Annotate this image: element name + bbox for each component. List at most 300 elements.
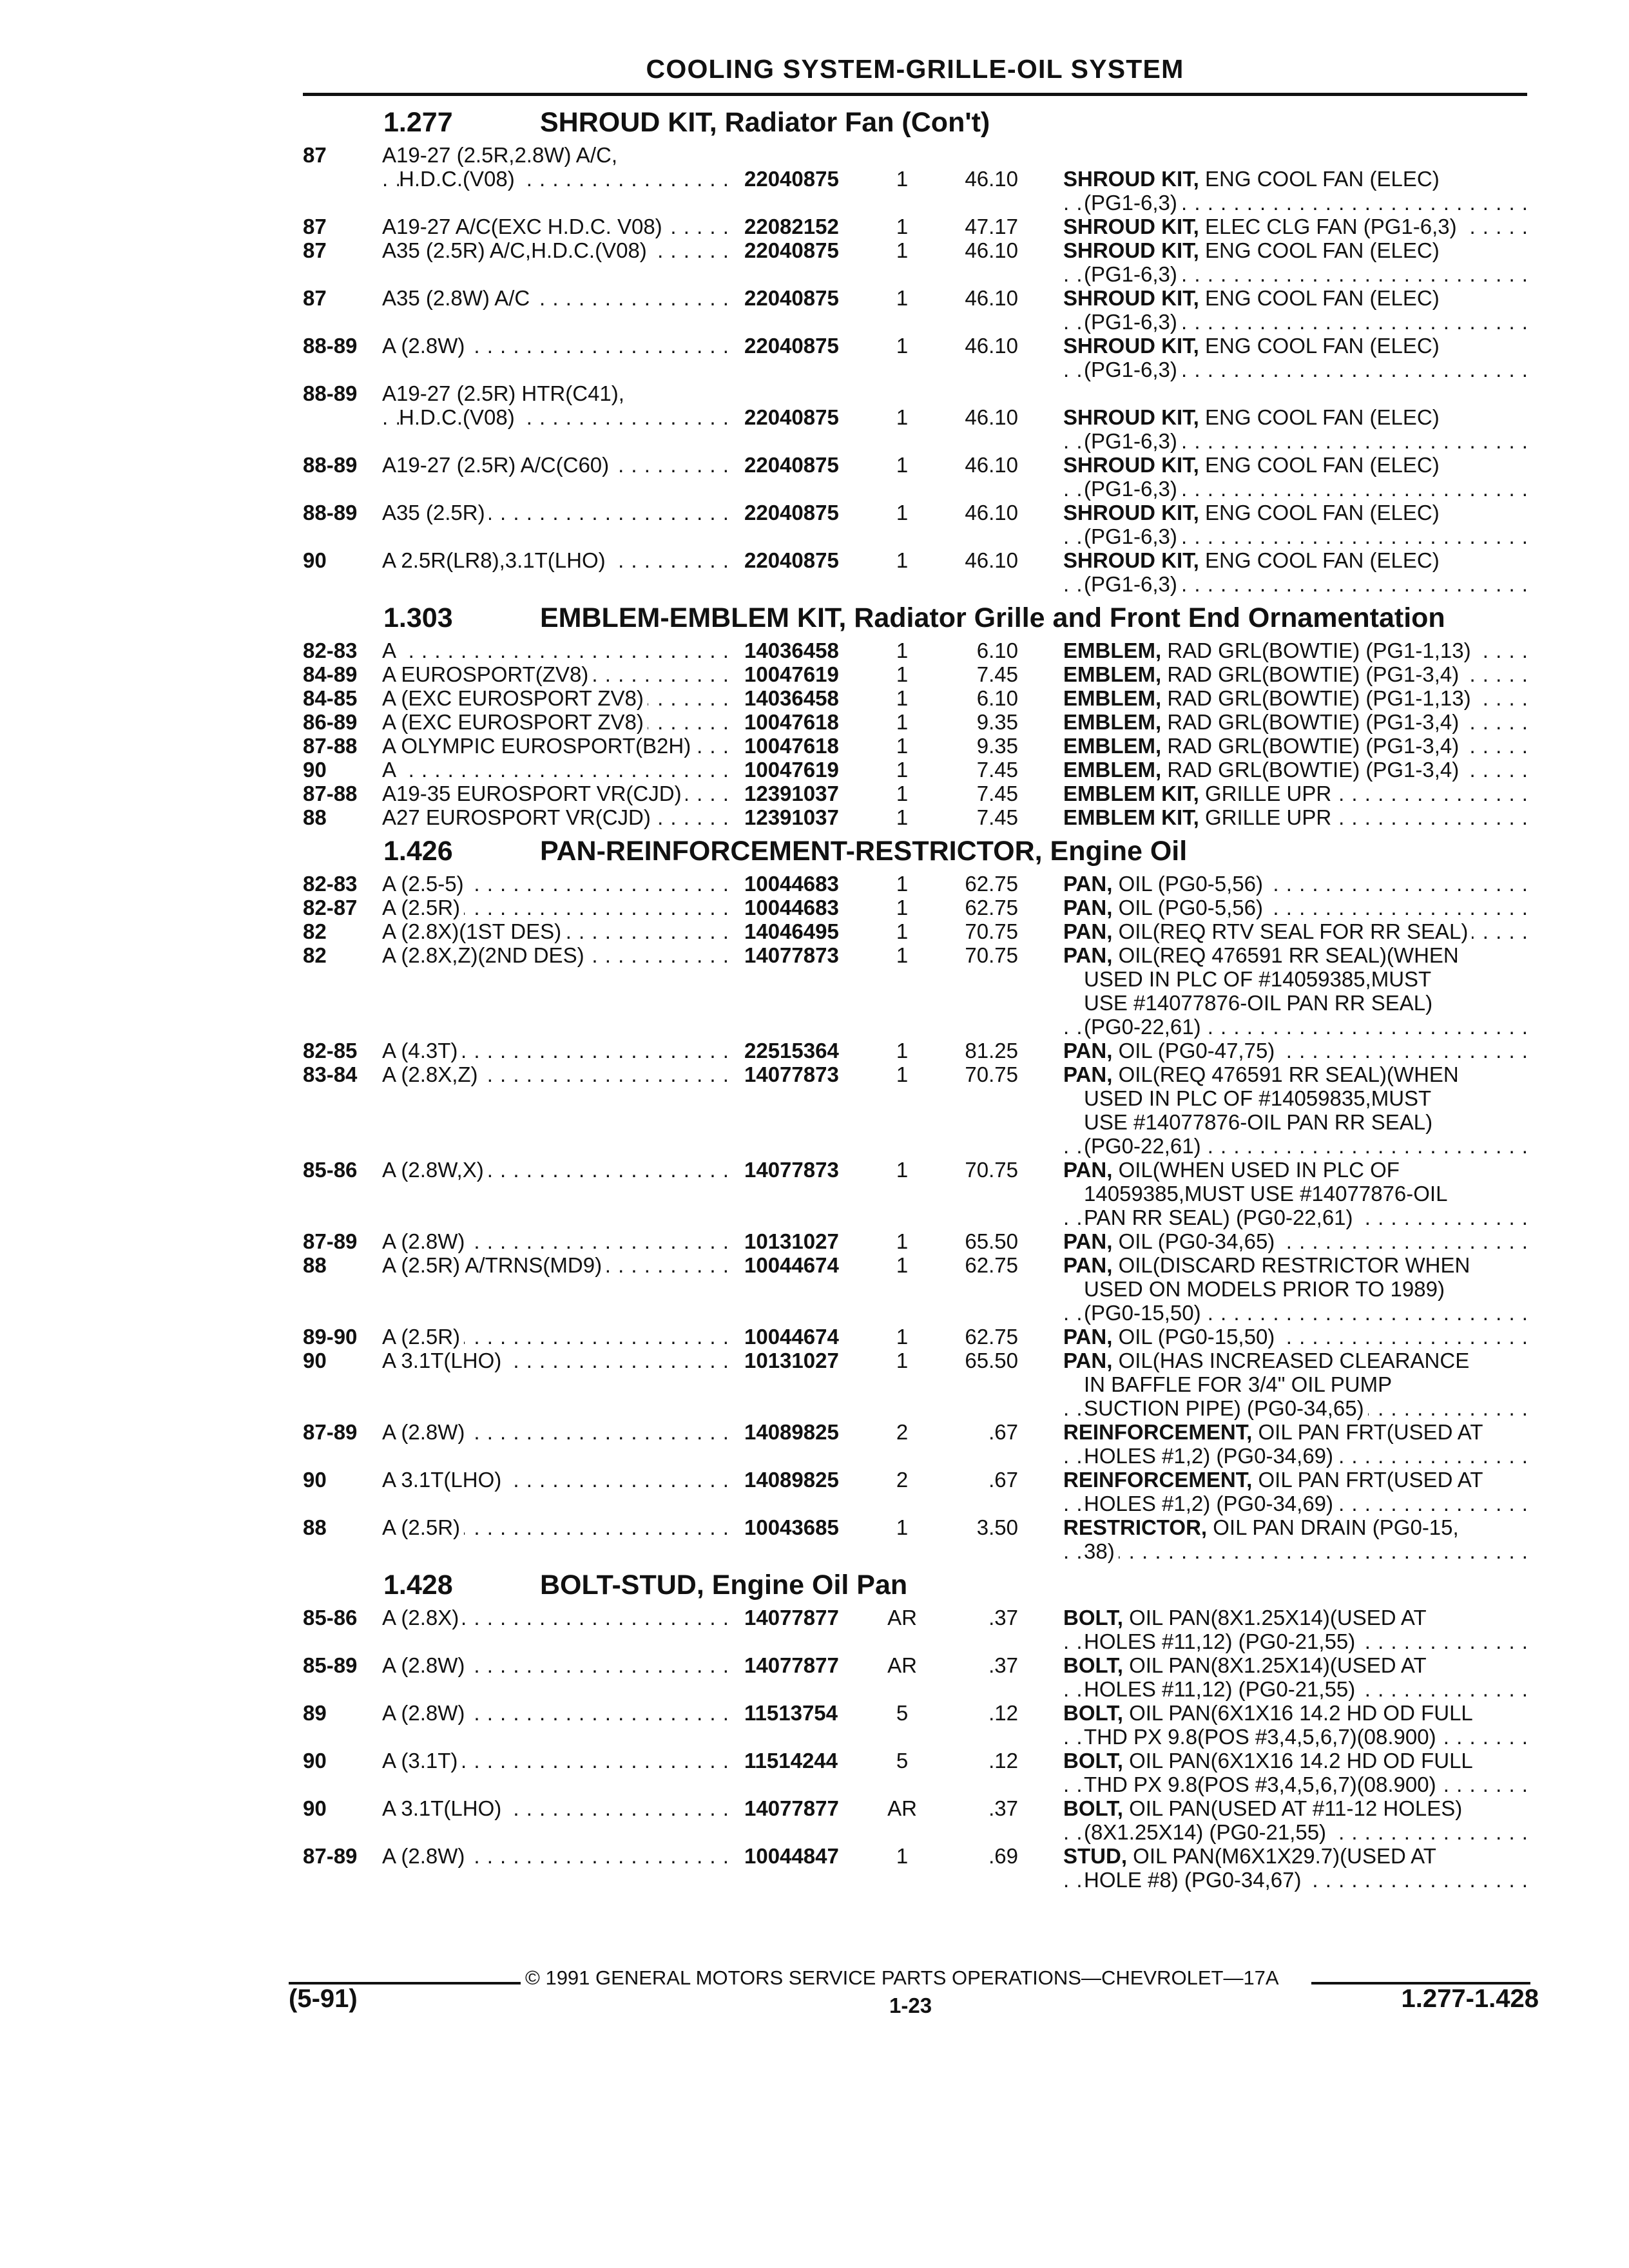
part-row [303,1468,1540,1515]
page-header [303,50,1527,96]
part-description [1063,1349,1534,1420]
description-text: OIL PAN(6X1X16 14.2 HD OD FULL [1129,1749,1473,1773]
quantity: 2 [896,1420,909,1444]
part-row [303,334,1540,381]
part-name: PAN, [1063,896,1113,919]
description-text: RAD GRL(BOWTIE) (PG1-1,13) [1167,639,1471,662]
description-text: (PG1-6,3) [1084,524,1177,548]
footer-page-number: 1-23 [889,1994,932,2017]
part-description [1063,548,1534,596]
model-years: 82 [303,943,327,967]
part-name: PAN, [1063,1325,1113,1349]
model-text: A (2.5R) A/TRNS(MD9) [382,1253,606,1277]
description-text: (PG1-6,3) [1084,310,1177,334]
model-years: 87-88 [303,734,358,758]
model-text: A [382,758,400,782]
quantity: 2 [896,1468,909,1492]
description-text: HOLES #1,2) (PG0-34,69) [1084,1492,1334,1515]
model-years: 85-86 [303,1606,358,1629]
part-number: 22040875 [738,453,873,477]
model-text: A (2.8X) [382,1606,463,1629]
part-row [303,1062,1540,1158]
part-name: PAN, [1063,1229,1113,1253]
part-description [1063,710,1534,734]
model-years: 87 [303,215,327,238]
part-description [1063,1039,1534,1062]
price: 46.10 [965,238,1018,262]
part-row [303,1515,1540,1563]
description-text: ENG COOL FAN (ELEC) [1205,334,1440,358]
quantity: 1 [896,1844,909,1868]
part-row [303,286,1540,334]
model-years: 85-86 [303,1158,358,1182]
description-text: OIL PAN FRT(USED AT [1258,1420,1483,1444]
price: 9.35 [976,734,1018,758]
part-number: 10047619 [738,758,873,782]
part-name: EMBLEM, [1063,686,1162,710]
part-name: PAN, [1063,1253,1113,1277]
part-name: EMBLEM, [1063,734,1162,758]
quantity: 1 [896,1062,909,1086]
part-description [1063,919,1534,943]
part-description [1063,1653,1534,1701]
part-number: 22040875 [738,405,873,429]
part-description [1063,1749,1534,1796]
model-years: 82 [303,919,327,943]
quantity: 1 [896,238,909,262]
part-row [303,1653,1540,1701]
part-description [1063,286,1534,334]
parts-catalog [303,103,1540,1894]
model-text: A (2.8W) [382,1844,468,1868]
description-text: (PG0-15,50) [1084,1301,1201,1325]
part-row [303,1749,1540,1796]
quantity: 5 [896,1701,909,1725]
model-years: 82-83 [303,872,358,896]
price: 46.10 [965,334,1018,358]
price: 70.75 [965,943,1018,967]
price: 62.75 [965,872,1018,896]
price: .12 [988,1701,1018,1725]
model-years: 84-89 [303,662,358,686]
part-number: 10044674 [738,1253,873,1277]
quantity: AR [887,1796,917,1820]
part-row [303,1796,1540,1844]
part-name: SHROUD KIT, [1063,215,1199,238]
part-row [303,548,1540,596]
part-number: 12391037 [738,782,873,805]
part-number: 14077877 [738,1606,873,1629]
description-text: THD PX 9.8(POS #3,4,5,6,7)(08.900) [1084,1773,1436,1796]
part-description [1063,238,1534,286]
model-years: 87 [303,238,327,262]
part-number: 14089825 [738,1468,873,1492]
quantity: 5 [896,1749,909,1773]
description-text: OIL PAN(6X1X16 14.2 HD OD FULL [1129,1701,1473,1725]
part-description [1063,453,1534,501]
model-text: A19-27 A/C(EXC H.D.C. V08) [382,215,666,238]
part-row [303,686,1540,710]
part-description [1063,405,1534,453]
section-number: 1.426 [383,836,453,867]
part-row [303,143,1540,215]
part-number: 11514244 [738,1749,873,1773]
description-text: OIL(REQ 476591 RR SEAL)(WHEN [1118,1062,1459,1086]
part-description [1063,1062,1534,1158]
description-text: OIL(REQ RTV SEAL FOR RR SEAL) [1118,919,1469,943]
model-text: A 3.1T(LHO) [382,1796,505,1820]
description-text: OIL PAN(USED AT #11-12 HOLES) [1129,1796,1463,1820]
model-years: 87-88 [303,782,358,805]
model-years: 90 [303,1796,327,1820]
part-row [303,1606,1540,1653]
price: 7.45 [976,782,1018,805]
description-text: 38) [1084,1539,1115,1563]
part-name: EMBLEM KIT, [1063,782,1199,805]
part-name: SHROUD KIT, [1063,286,1199,310]
part-number: 14046495 [738,919,873,943]
section-title: BOLT-STUD, Engine Oil Pan [540,1570,908,1600]
description-text: HOLES #11,12) (PG0-21,55) [1084,1629,1356,1653]
part-number: 14077873 [738,943,873,967]
part-description [1063,1253,1534,1325]
model-text: A (3.1T) [382,1749,461,1773]
description-text: RAD GRL(BOWTIE) (PG1-3,4) [1167,734,1460,758]
price: 9.35 [976,710,1018,734]
quantity: 1 [896,167,909,191]
part-description [1063,1229,1534,1253]
section-title: SHROUD KIT, Radiator Fan (Con't) [540,107,990,138]
price: .69 [988,1844,1018,1868]
part-number: 10131027 [738,1349,873,1372]
part-number: 22082152 [738,215,873,238]
quantity: 1 [896,1325,909,1349]
description-text: ENG COOL FAN (ELEC) [1205,286,1440,310]
quantity: 1 [896,548,909,572]
model-years: 90 [303,1749,327,1773]
part-number: 14077877 [738,1796,873,1820]
model-years: 88 [303,1515,327,1539]
price: .37 [988,1653,1018,1677]
part-description [1063,167,1534,215]
part-number: 10131027 [738,1229,873,1253]
price: 7.45 [976,758,1018,782]
part-description [1063,686,1534,710]
quantity: 1 [896,662,909,686]
part-number: 11513754 [738,1701,873,1725]
description-text: OIL (PG0-34,65) [1118,1229,1275,1253]
description-text: OIL PAN(8X1.25X14)(USED AT [1129,1606,1427,1629]
page-title: COOLING SYSTEM-GRILLE-OIL SYSTEM [646,54,1184,84]
part-name: PAN, [1063,1062,1113,1086]
part-name: EMBLEM, [1063,662,1162,686]
section-number: 1.428 [383,1570,453,1600]
model-text: A (2.5R) [382,1325,464,1349]
model-text: A 3.1T(LHO) [382,1349,505,1372]
model-text: A 3.1T(LHO) [382,1468,505,1492]
price: 46.10 [965,548,1018,572]
part-row [303,1253,1540,1325]
part-number: 14077877 [738,1653,873,1677]
model-text: A (EXC EUROSPORT ZV8) [382,686,648,710]
price: .12 [988,1749,1018,1773]
quantity: 1 [896,686,909,710]
part-name: SHROUD KIT, [1063,453,1199,477]
part-description [1063,782,1534,805]
description-text: OIL (PG0-5,56) [1118,896,1263,919]
description-text: OIL PAN(M6X1X29.7)(USED AT [1133,1844,1436,1868]
part-number: 22515364 [738,1039,873,1062]
part-number: 10044683 [738,896,873,919]
description-text: (PG1-6,3) [1084,429,1177,453]
model-years: 90 [303,1468,327,1492]
model-years: 90 [303,758,327,782]
description-text: THD PX 9.8(POS #3,4,5,6,7)(08.900) [1084,1725,1436,1749]
description-text: (PG1-6,3) [1084,358,1177,381]
model-text: A (2.8W) [382,1229,468,1253]
description-text: HOLES #1,2) (PG0-34,69) [1084,1444,1334,1468]
description-text: ENG COOL FAN (ELEC) [1205,453,1440,477]
price: 65.50 [965,1229,1018,1253]
model-text: A (2.8W) [382,1701,468,1725]
model-text: A (2.8W,X) [382,1158,488,1182]
part-row [303,872,1540,896]
description-text: OIL(WHEN USED IN PLC OF [1118,1158,1400,1182]
part-number: 10044674 [738,1325,873,1349]
price: 46.10 [965,286,1018,310]
part-description [1063,1325,1534,1349]
part-number: 22040875 [738,501,873,524]
model-text: A (2.8X,Z) [382,1062,482,1086]
part-description [1063,1844,1534,1892]
price: 46.10 [965,501,1018,524]
part-name: EMBLEM, [1063,758,1162,782]
price: 7.45 [976,805,1018,829]
model-text: A (2.5R) [382,1515,464,1539]
part-name: SHROUD KIT, [1063,334,1199,358]
model-years: 88-89 [303,334,358,358]
description-text: HOLES #11,12) (PG0-21,55) [1084,1677,1356,1701]
part-row [303,453,1540,501]
price: 46.10 [965,453,1018,477]
part-row [303,1039,1540,1062]
part-name: BOLT, [1063,1749,1123,1773]
part-number: 10043685 [738,1515,873,1539]
section-number: 1.303 [383,602,453,633]
part-number: 10047619 [738,662,873,686]
description-text: OIL(HAS INCREASED CLEARANCE [1118,1349,1470,1372]
part-description [1063,334,1534,381]
part-description [1063,1468,1534,1515]
part-number: 10044847 [738,1844,873,1868]
model-text: A (2.5-5) [382,872,468,896]
price: 62.75 [965,1325,1018,1349]
part-name: PAN, [1063,1158,1113,1182]
description-text: RAD GRL(BOWTIE) (PG1-3,4) [1167,758,1460,782]
model-text: A (2.8W) [382,334,468,358]
price: 47.17 [965,215,1018,238]
part-row [303,782,1540,805]
model-text: H.D.C.(V08) [399,167,519,191]
description-text: PAN RR SEAL) (PG0-22,61) [1084,1206,1353,1229]
part-row [303,943,1540,1039]
model-years: 84-85 [303,686,358,710]
description-text: IN BAFFLE FOR 3/4" OIL PUMP [1084,1372,1393,1396]
description-text: RAD GRL(BOWTIE) (PG1-1,13) [1167,686,1471,710]
description-text: OIL(REQ 476591 RR SEAL)(WHEN [1118,943,1459,967]
part-row [303,896,1540,919]
model-years: 82-83 [303,639,358,662]
model-years: 90 [303,1349,327,1372]
part-name: PAN, [1063,872,1113,896]
description-text: OIL (PG0-15,50) [1118,1325,1275,1349]
model-years: 87 [303,286,327,310]
section-heading [303,599,1540,639]
part-row [303,1229,1540,1253]
model-text: A OLYMPIC EUROSPORT(B2H) [382,734,695,758]
footer-copyright: © 1991 GENERAL MOTORS SERVICE PARTS OPERATIONS—CHEVROLET—17A [525,1966,1279,1989]
part-name: SHROUD KIT, [1063,548,1199,572]
section-number: 1.277 [383,107,453,138]
part-row [303,381,1540,453]
description-text: ENG COOL FAN (ELEC) [1205,548,1440,572]
description-text: (PG1-6,3) [1084,572,1177,596]
part-description [1063,872,1534,896]
part-description [1063,639,1534,662]
model-text: A (4.3T) [382,1039,461,1062]
description-text: RAD GRL(BOWTIE) (PG1-3,4) [1167,662,1460,686]
part-name: REINFORCEMENT, [1063,1468,1253,1492]
quantity: 1 [896,639,909,662]
price: 65.50 [965,1349,1018,1372]
price: 62.75 [965,1253,1018,1277]
part-number: 10044683 [738,872,873,896]
part-description [1063,943,1534,1039]
part-number: 14036458 [738,686,873,710]
part-row [303,1844,1540,1892]
model-years: 87 [303,143,327,167]
part-name: SHROUD KIT, [1063,167,1199,191]
price: 62.75 [965,896,1018,919]
description-text: ENG COOL FAN (ELEC) [1205,405,1440,429]
section-heading [303,832,1540,872]
part-description [1063,734,1534,758]
part-row [303,639,1540,662]
model-text: A35 (2.5R) [382,501,489,524]
price: 46.10 [965,405,1018,429]
description-text: OIL (PG0-5,56) [1118,872,1263,896]
model-years: 85-89 [303,1653,358,1677]
part-row [303,215,1540,238]
price: 46.10 [965,167,1018,191]
quantity: 1 [896,896,909,919]
part-name: STUD, [1063,1844,1127,1868]
model-years: 88-89 [303,501,358,524]
quantity: 1 [896,1158,909,1182]
description-text: OIL(DISCARD RESTRICTOR WHEN [1118,1253,1470,1277]
model-years: 87-89 [303,1229,358,1253]
part-name: EMBLEM KIT, [1063,805,1199,829]
price: .67 [988,1420,1018,1444]
part-name: BOLT, [1063,1653,1123,1677]
footer-section-range: 1.277-1.428 [1401,1984,1539,2013]
quantity: 1 [896,782,909,805]
description-text: USE #14077876-OIL PAN RR SEAL) [1084,1110,1433,1134]
description-text: (PG0-22,61) [1084,1134,1201,1158]
part-description [1063,1515,1534,1563]
part-row [303,238,1540,286]
description-text: GRILLE UPR [1205,805,1332,829]
price: 6.10 [976,639,1018,662]
quantity: 1 [896,405,909,429]
part-name: PAN, [1063,1349,1113,1372]
part-row [303,710,1540,734]
description-text: OIL PAN(8X1.25X14)(USED AT [1129,1653,1427,1677]
part-description [1063,1420,1534,1468]
part-description [1063,896,1534,919]
model-text: A35 (2.5R) A/C,H.D.C.(V08) [382,238,651,262]
model-years: 82-85 [303,1039,358,1062]
part-row [303,805,1540,829]
section-heading [303,1566,1540,1606]
part-number: 14089825 [738,1420,873,1444]
part-name: RESTRICTOR, [1063,1515,1208,1539]
model-years: 90 [303,548,327,572]
model-years: 89-90 [303,1325,358,1349]
part-number: 22040875 [738,167,873,191]
model-text: A (EXC EUROSPORT ZV8) [382,710,648,734]
part-name: PAN, [1063,919,1113,943]
quantity: AR [887,1653,917,1677]
part-description [1063,662,1534,686]
model-years: 83-84 [303,1062,358,1086]
part-description [1063,1796,1534,1844]
quantity: 1 [896,872,909,896]
description-text: USED ON MODELS PRIOR TO 1989) [1084,1277,1445,1301]
quantity: 1 [896,710,909,734]
part-row [303,1325,1540,1349]
part-row [303,734,1540,758]
part-description [1063,1701,1534,1749]
model-text: A (2.8X)(1ST DES) [382,919,565,943]
price: 7.45 [976,662,1018,686]
quantity: 1 [896,1229,909,1253]
model-years: 87-89 [303,1844,358,1868]
part-row [303,758,1540,782]
model-years: 88-89 [303,381,358,405]
part-number: 10047618 [738,710,873,734]
description-text: ENG COOL FAN (ELEC) [1205,238,1440,262]
model-text: A (2.8W) [382,1420,468,1444]
part-name: SHROUD KIT, [1063,405,1199,429]
model-text: H.D.C.(V08) [399,405,519,429]
price: .37 [988,1796,1018,1820]
part-description [1063,1606,1534,1653]
part-number: 14036458 [738,639,873,662]
model-text: A19-27 (2.5R) HTR(C41), [382,381,628,405]
price: 70.75 [965,1062,1018,1086]
description-text: (PG1-6,3) [1084,477,1177,501]
description-text: USED IN PLC OF #14059835,MUST [1084,1086,1432,1110]
quantity: 1 [896,286,909,310]
quantity: 1 [896,919,909,943]
model-text: A27 EUROSPORT VR(CJD) [382,805,655,829]
description-text: ELEC CLG FAN (PG1-6,3) [1205,215,1457,238]
description-text: OIL (PG0-47,75) [1118,1039,1275,1062]
model-text: A 2.5R(LR8),3.1T(LHO) [382,548,610,572]
description-text: ENG COOL FAN (ELEC) [1205,501,1440,524]
quantity: 1 [896,501,909,524]
